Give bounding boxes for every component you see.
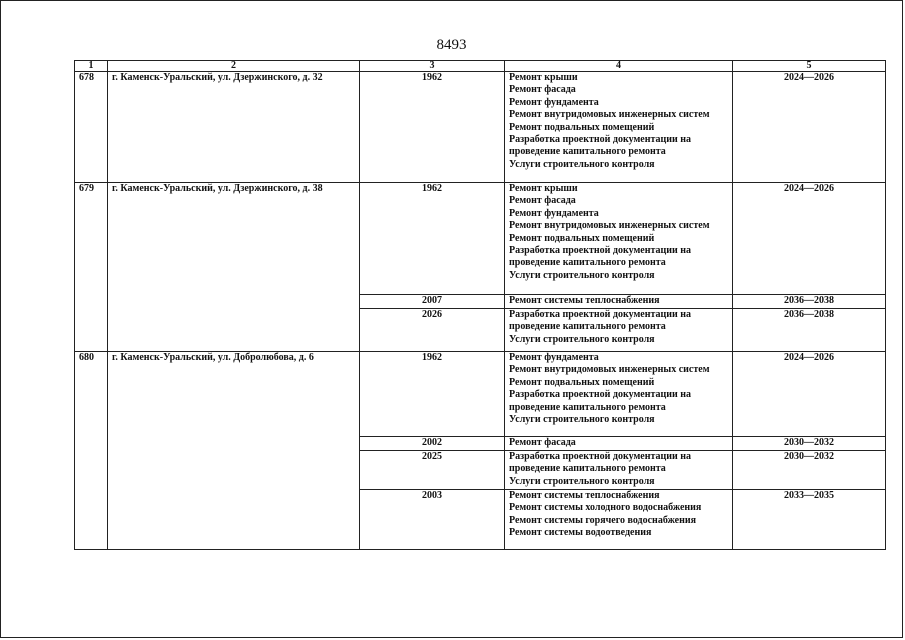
row-number-cell: 679 [75, 183, 108, 352]
year-cell: 2026 [360, 309, 505, 352]
column-header: 4 [505, 61, 733, 72]
address-cell: г. Каменск-Уральский, ул. Добролюбова, д. 6 [108, 352, 360, 550]
work-item: Разработка проектной документации на [509, 451, 692, 462]
year-cell: 2003 [360, 490, 505, 550]
work-item: проведение капитального ремонта [509, 146, 666, 158]
works-cell [505, 352, 733, 437]
address-cell: г. Каменск-Уральский, ул. Дзержинского, д. 38 [108, 183, 360, 352]
column-header: 1 [75, 61, 108, 72]
period-cell: 2024—2026 [733, 352, 886, 437]
works-cell [505, 309, 733, 352]
column-header: 5 [733, 61, 886, 72]
work-item: Ремонт фундамента [509, 352, 599, 363]
work-item: Ремонт внутридомовых инженерных систем [509, 109, 710, 121]
work-item: Услуги строительного контроля [509, 333, 655, 345]
column-header: 3 [360, 61, 505, 72]
work-item: Ремонт системы холодного водоснабжения [509, 502, 702, 514]
work-item: Разработка проектной документации на [509, 389, 692, 401]
year-cell: 2007 [360, 295, 505, 309]
row-number-cell: 680 [75, 352, 108, 550]
period-cell: 2024—2026 [733, 72, 886, 183]
period-cell: 2036—2038 [733, 295, 886, 309]
work-item: Ремонт фасада [509, 84, 576, 96]
page-number: 8493 [436, 37, 467, 53]
table-header [75, 61, 886, 72]
year-cell: 2002 [360, 437, 505, 451]
table-row [75, 352, 886, 437]
work-item: Ремонт подвальных помещений [509, 121, 655, 133]
works-cell [505, 295, 733, 309]
work-item: проведение капитального ремонта [509, 463, 666, 475]
work-item: Ремонт подвальных помещений [509, 376, 655, 388]
work-item: Ремонт фундамента [509, 207, 599, 219]
work-item: проведение капитального ремонта [509, 321, 666, 333]
period-cell: 2024—2026 [733, 183, 886, 295]
table-row [75, 183, 886, 295]
period-cell: 2030—2032 [733, 437, 886, 451]
work-item: Разработка проектной документации на [509, 134, 692, 146]
table-body [75, 72, 886, 550]
works-cell [505, 490, 733, 550]
year-cell: 2025 [360, 451, 505, 490]
work-item: Услуги строительного контроля [509, 475, 655, 487]
period-cell: 2030—2032 [733, 451, 886, 490]
period-cell: 2033—2035 [733, 490, 886, 550]
work-item: Ремонт системы теплоснабжения [509, 295, 660, 306]
year-cell: 1962 [360, 352, 505, 437]
works-cell [505, 451, 733, 490]
work-item: Ремонт системы горячего водоснабжения [509, 514, 697, 526]
year-cell: 1962 [360, 72, 505, 183]
header-row [75, 61, 886, 72]
work-item: Ремонт системы водоотведения [509, 527, 652, 539]
work-item: Ремонт фасада [509, 437, 576, 448]
address-cell: г. Каменск-Уральский, ул. Дзержинского, д. 32 [108, 72, 360, 183]
row-number-cell: 678 [75, 72, 108, 183]
work-item: Ремонт подвальных помещений [509, 232, 655, 244]
works-cell [505, 437, 733, 451]
year-cell: 1962 [360, 183, 505, 295]
work-item: Услуги строительного контроля [509, 414, 655, 426]
table-row [75, 72, 886, 183]
work-item: Разработка проектной документации на [509, 245, 692, 257]
column-header: 2 [108, 61, 360, 72]
work-item: Ремонт крыши [509, 72, 578, 83]
work-item: Ремонт системы теплоснабжения [509, 490, 660, 501]
work-item: Ремонт внутридомовых инженерных систем [509, 220, 710, 232]
work-item: Разработка проектной документации на [509, 309, 692, 320]
period-cell: 2036—2038 [733, 309, 886, 352]
work-item: Услуги строительного контроля [509, 158, 655, 170]
repair-schedule-table [74, 60, 886, 550]
works-cell [505, 183, 733, 295]
work-item: Ремонт внутридомовых инженерных систем [509, 364, 710, 376]
work-item: Ремонт крыши [509, 183, 578, 194]
work-item: Услуги строительного контроля [509, 269, 655, 281]
work-item: проведение капитального ремонта [509, 401, 666, 413]
works-cell [505, 72, 733, 183]
work-item: проведение капитального ремонта [509, 257, 666, 269]
work-item: Ремонт фундамента [509, 96, 599, 108]
work-item: Ремонт фасада [509, 195, 576, 207]
